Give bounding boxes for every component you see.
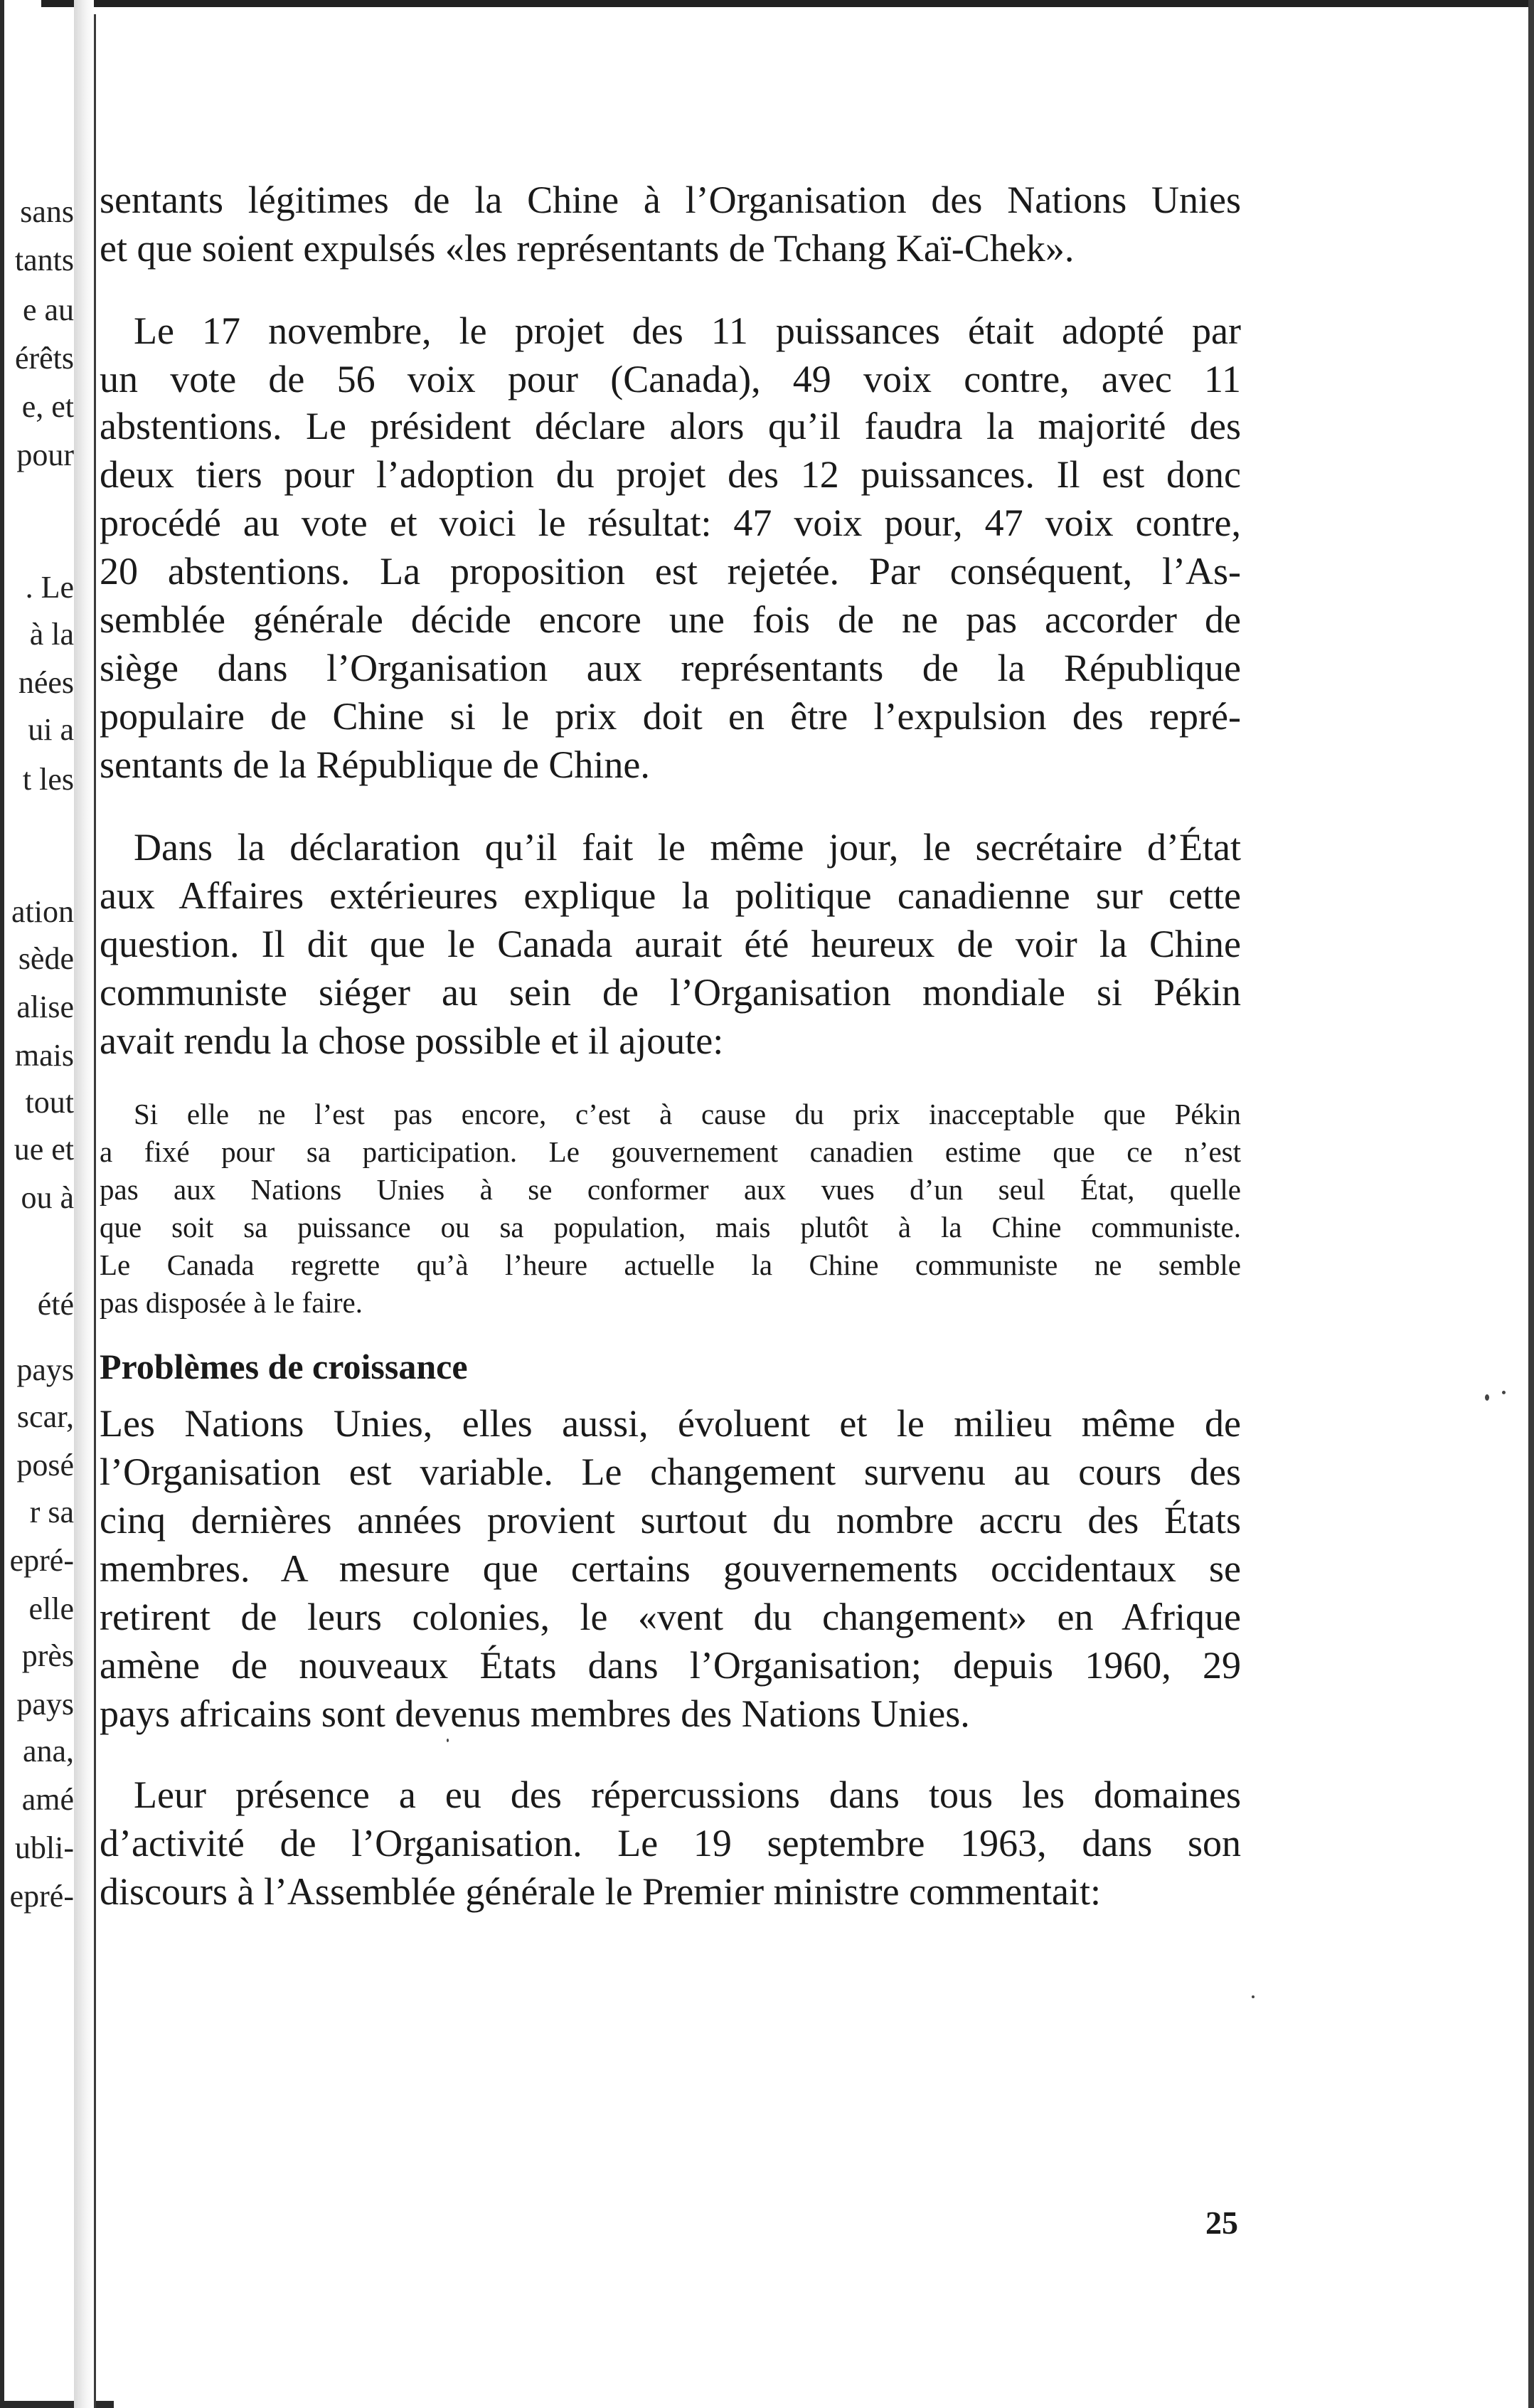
text-line: retirent de leurs colonies, le «vent du changement» en Afrique (100, 1596, 1241, 1638)
prev-fragment: e au (22, 292, 74, 327)
quote-line: que soit sa puissance ou sa population, mais plutôt à la Chine communiste. (100, 1211, 1241, 1243)
scan-speck (1252, 1995, 1255, 1998)
prev-fragment: e, et (21, 389, 74, 424)
prev-fragment: érêts (14, 341, 74, 376)
prev-fragment: ation (11, 894, 74, 929)
prev-fragment: sans (20, 194, 74, 229)
scan-speck (1485, 1394, 1489, 1401)
text-line: l’Organisation est variable. Le changement survenu au cours des (100, 1450, 1241, 1493)
prev-fragment: tout (25, 1085, 74, 1120)
prev-fragment: . Le (25, 570, 74, 605)
prev-fragment: ana, (22, 1734, 74, 1768)
page-edge-left (0, 0, 4, 2408)
text-line: membres. A mesure que certains gouvernements occidentaux se (100, 1547, 1241, 1590)
text-line: semblée générale décide encore une fois de ne pas accorder de (100, 598, 1241, 641)
text-line: 20 abstentions. La proposition est rejetée. Par conséquent, l’As- (100, 550, 1241, 593)
text-line: communiste siéger au sein de l’Organisation mondiale si Pékin (100, 971, 1241, 1014)
text-line: Le 17 novembre, le projet des 11 puissances était adopté par (134, 309, 1241, 352)
prev-fragment: nées (18, 665, 74, 700)
text-line: sentants légitimes de la Chine à l’Organisation des Nations Unies (100, 179, 1241, 221)
scan-speck (1502, 1391, 1506, 1394)
prev-fragment: pour (16, 437, 74, 472)
text-line: avait rendu la chose possible et il ajoute: (100, 1019, 724, 1062)
prev-fragment: r sa (29, 1495, 74, 1529)
prev-fragment: mais (14, 1038, 74, 1073)
prev-fragment: à la (29, 617, 74, 652)
quote-line: pas disposée à le faire. (100, 1286, 363, 1319)
prev-fragment: alise (16, 990, 74, 1024)
prev-fragment: tants (14, 243, 74, 277)
text-line: populaire de Chine si le prix doit en être l’expulsion des repré- (100, 695, 1241, 738)
text-line: Les Nations Unies, elles aussi, évoluent et le milieu même de (100, 1402, 1241, 1445)
prev-fragment: ui a (28, 712, 74, 747)
previous-page-edge (6, 0, 77, 2408)
quote-line: pas aux Nations Unies à se conformer aux vues d’un seul État, quelle (100, 1173, 1241, 1206)
text-line: amène de nouveaux États dans l’Organisation; depuis 1960, 29 (100, 1644, 1241, 1687)
text-line: deux tiers pour l’adoption du projet des 12 puissances. Il est donc (100, 453, 1241, 496)
text-line: discours à l’Assemblée générale le Premier ministre commentait: (100, 1870, 1102, 1913)
gutter-line (94, 14, 96, 2408)
text-line: et que soient expulsés «les représentants de Tchang Kaï-Chek». (100, 227, 1075, 270)
text-line: Dans la déclaration qu’il fait le même jour, le secrétaire d’État (134, 826, 1241, 869)
text-line: abstentions. Le président déclare alors qu’il faudra la majorité des (100, 405, 1241, 447)
text-line: d’activité de l’Organisation. Le 19 septembre 1963, dans son (100, 1822, 1241, 1865)
page-number: 25 (1205, 2205, 1238, 2241)
prev-fragment: pays (16, 1352, 74, 1387)
prev-fragment: ue et (14, 1132, 74, 1167)
prev-fragment: amé (21, 1782, 74, 1817)
text-line: sentants de la République de Chine. (100, 743, 650, 786)
quote-line: Si elle ne l’est pas encore, c’est à cause du prix inacceptable que Pékin (134, 1098, 1241, 1130)
prev-fragment: pays (16, 1687, 74, 1722)
prev-fragment: été (37, 1287, 74, 1322)
text-line: siège dans l’Organisation aux représentants de la République (100, 647, 1241, 689)
quote-line: Le Canada regrette qu’à l’heure actuelle la Chine communiste ne semble (100, 1248, 1241, 1281)
prev-fragment: sède (18, 941, 74, 976)
prev-fragment: près (21, 1638, 74, 1673)
prev-fragment: ubli- (14, 1830, 74, 1865)
prev-fragment: epré- (9, 1543, 74, 1578)
prev-fragment: epré- (9, 1879, 74, 1914)
prev-fragment: ou à (21, 1180, 74, 1215)
scan-speck (447, 1739, 449, 1742)
page-edge-top (41, 0, 1534, 7)
text-line: procédé au vote et voici le résultat: 47 voix pour, 47 voix contre, (100, 502, 1241, 544)
section-heading: Problèmes de croissance (100, 1347, 468, 1386)
text-line: pays africains sont devenus membres des Nations Unies. (100, 1692, 970, 1735)
prev-fragment: elle (28, 1591, 74, 1626)
quote-line: a fixé pour sa participation. Le gouvernement canadien estime que ce n’est (100, 1135, 1241, 1168)
prev-fragment: t les (22, 762, 74, 797)
book-gutter (74, 0, 94, 2408)
prev-fragment: scar, (16, 1399, 74, 1434)
text-line: question. Il dit que le Canada aurait été heureux de voir la Chine (100, 923, 1241, 965)
prev-fragment: posé (16, 1448, 74, 1483)
text-line: un vote de 56 voix pour (Canada), 49 voix contre, avec 11 (100, 358, 1241, 401)
text-line: cinq dernières années provient surtout du nombre accru des États (100, 1499, 1241, 1542)
text-line: Leur présence a eu des répercussions dans tous les domaines (134, 1773, 1241, 1816)
text-line: aux Affaires extérieures explique la politique canadienne sur cette (100, 874, 1241, 917)
page-edge-right (1528, 0, 1534, 2408)
